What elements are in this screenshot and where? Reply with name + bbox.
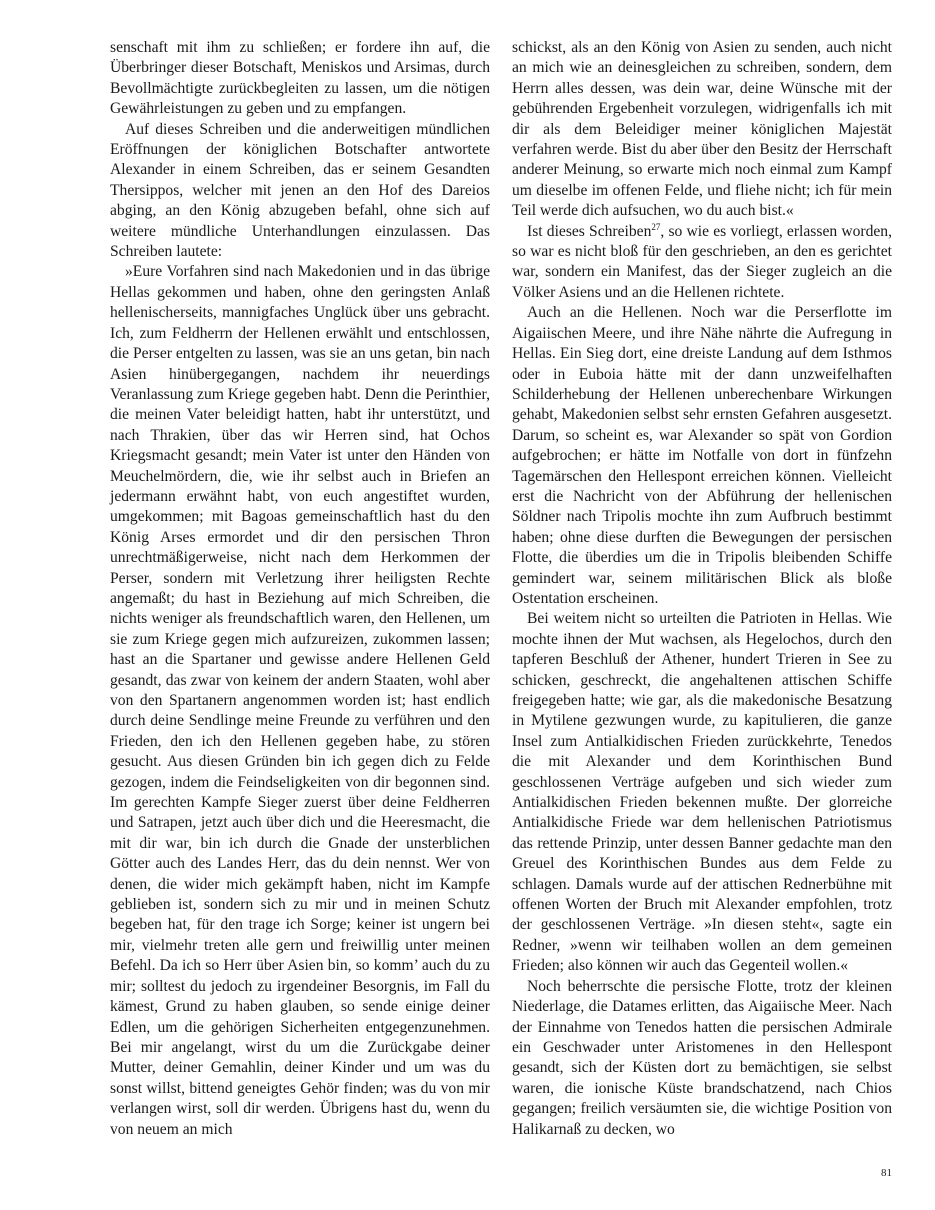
paragraph: »Eure Vorfahren sind nach Makedonien und in das übrige Hellas gekommen und haben, ohne den geringsten Anlaß hellenischerseits, mannigfaches Unglück über uns gebracht. Ich, zum Feldherrn der Hellenen erwählt und entschlossen, die Perser entgelten zu lassen, was sie an uns getan, bin nach Asien hinübergegangen, nachdem ihr neuerdings Veranlassung zum Kriege gegeben habt. Denn die Perinthier, die meinen Vater beleidigt hatten, habt ihr unterstützt, und nach Thrakien, über das wir Herren sind, hat Ochos Kriegsmacht gesandt; mein Vater ist unter den Händen von Meuchelmördern, die, wie ihr selbst auch in Briefen an jedermann erwähnt habt, von euch angestiftet wurden, umgekommen; mit Bagoas gemeinschaftlich hast du den König Arses ermordet und dir den persischen Thron unrechtmäßigerweise, nicht nach dem Herkommen der Perser, sondern mit Verletzung ihrer heiligsten Rechte angemaßt; du hast in Beziehung auf mich Schreiben, die nichts weniger als freundschaftlich waren, den Hellenen, um sie zum Kriege gegen mich aufzureizen, zukommen lassen; hast an die Spartaner und gewisse andere Hellenen Geld gesandt, das zwar von keinem der andern Staaten, wohl aber von den Spartanern angenommen worden ist; hast endlich durch deine Sendlinge meine Freunde zu verführen und den Frieden, den ich den Hellenen gegeben habe, zu stören gesucht. Aus diesen Gründen bin ich gegen dich zu Felde gezogen, indem die Feindseligkeiten von dir begonnen sind. Im gerechten Kampfe Sieger zuerst über deine Feldherren und Satrapen, jetzt auch über dich und die Heeresmacht, die mit dir war, bin ich durch die Gnade der unsterblichen Götter auch des Landes Herr, das du dein nennst. Wer von denen, die wider mich gekämpft haben, nicht im Kampfe geblieben ist, sondern sich zu mir und in meinen Schutz begeben hat, für den trage ich Sorge; keiner ist ungern bei mir, vielmehr treten alle gern und freiwillig unter meinen Befehl. Da ich so Herr über Asien bin, so komm’ auch du zu mir; solltest du jedoch zu irgendeiner Besorgnis, im Fall du kämest, Grund zu haben glauben, so sende einige deiner Edlen, um die gehörigen Sicherheiten entgegenzunehmen. Bei mir angelangt, wirst du um die Zurückgabe deiner Mutter, deiner Gemahlin, deiner Kinder und um was du sonst willst, bittend geneigtes Gehör finden; was du von mir verlangen wirst, soll dir werden. Übrigens hast du, wenn du von neuem an mich — [110, 263, 490, 1138]
paragraph: Bei weitem nicht so urteilten die Patrioten in Hellas. Wie mochte ihnen der Mut wachsen, als Hegelochos, durch den tapferen Beschluß der Athener, hundert Trieren in See zu schicken, geschreckt, die angehaltenen attischen Schiffe freigegeben hatte; wie gar, als die makedonische Besatzung in Mytilene gezwungen wurde, zu kapitulieren, die ganze Insel zum Antialkidischen Frieden zurückkehrte, Tenedos die mit Alexander und dem Korinthischen Bund geschlossenen Verträge aufgeben und sich wieder zum Antialkidischen Frieden bekennen mußte. Der glorreiche Antialkidische Friede war dem hellenischen Patriotismus das rettende Prinzip, unter dessen Banner gedachte man den Greuel des Korinthischen Bundes aus dem Felde zu schlagen. Damals wurde auf der attischen Rednerbühne mit offenen Worten der Bruch mit Alexander empfohlen, trotz der geschlossenen Verträge. »In diesen steht«, sagte ein Redner, »wenn wir teilhaben wollen an dem gemeinen Frieden; also können wir auch das Gegenteil wollen.« — [512, 610, 892, 975]
paragraph — [512, 222, 892, 304]
paragraph: Auf dieses Schreiben und die anderweitigen mündlichen Eröffnungen der königlichen Botschafter antwortete Alexander in einem Schreiben, das er seinem Gesandten Thersippos, welcher mit jenen an den Hof des Dareios abging, an den König abzugeben befahl, ohne sich auf weitere mündliche Unterhandlungen einzulassen. Das Schreiben lautete: — [110, 120, 490, 261]
paragraph: schickst, als an den König von Asien zu senden, auch nicht an mich wie an deinesgleichen zu schreiben, sondern, dem Herrn alles dessen, was dein war, deine Wünsche mit der gebührenden Ergebenheit vorzulegen, widrigenfalls ich mit dir als dem Beleidiger meiner königlichen Majestät verfahren werde. Bist du aber über den Besitz der Herrschaft anderer Meinung, so erwarte mich noch einmal zum Kampf um dieselbe im offenen Felde, und fliehe nicht; ich für mein Teil werde dich aufsuchen, wo du auch bist.« — [512, 39, 892, 220]
paragraph: Auch an die Hellenen. Noch war die Perserflotte im Aigaiischen Meere, und ihre Nähe nährte die Aufregung in Hellas. Ein Sieg dort, eine dreiste Landung auf dem Isthmos oder in Euboia hätte mit der dann unzweifelhaften Schilderhebung der Hellenen unberechenbare Wirkungen gehabt, Makedonien selbst sehr ernsten Gefahren ausgesetzt. Darum, so scheint es, war Alexander so spät von Gordion aufgebrochen; er hätte im Notfalle von dort in fünfzehn Tagemärschen den Hellespont erreichen können. Vielleicht erst die Nachricht von der Abführung der hellenischen Söldner nach Tripolis mochte ihn zum Aufbruch bestimmt haben; ohne diese durften die Bewegungen der persischen Flotte, die überdies um die in Tripolis bleibenden Schiffe gemindert war, seinem militärischen Blick als bloße Ostentation erscheinen. — [512, 304, 892, 607]
right-column — [512, 38, 892, 1140]
footnote-marker[interactable]: 27 — [651, 221, 661, 232]
paragraph: senschaft mit ihm zu schließen; er fordere ihn auf, die Überbringer dieser Botschaft, Meniskos und Arsimas, durch Bevollmächtigte zurückbegleiten zu lassen, um die nötigen Gewährleistungen zu geben und zu empfangen. — [110, 39, 490, 118]
paragraph: Noch beherrschte die persische Flotte, trotz der kleinen Niederlage, die Datames erlitten, das Aigaiische Meer. Nach der Einnahme von Tenedos hatten die persischen Admirale ein Geschwader unter Aristomenes in den Hellespont gesandt, sich der Küsten dort zu bemächtigen, sie selbst waren, die ionische Küste brandschatzend, nach Chios gegangen; freilich versäumten sie, die wichtige Position von Halikarnaß zu decken, wo — [512, 977, 892, 1138]
paragraph-text: Ist dieses Schreiben — [527, 222, 652, 240]
paragraph-text: , so wie es vorliegt, erlassen worden, so war es nicht bloß für den geschrieben, an den es gerichtet war, sondern ein Manifest, das der Sieger zugleich an die Völker Asiens und an die Hellenen richtete. — [512, 222, 892, 301]
left-column — [110, 38, 490, 1140]
page-number: 81 — [881, 1167, 892, 1179]
